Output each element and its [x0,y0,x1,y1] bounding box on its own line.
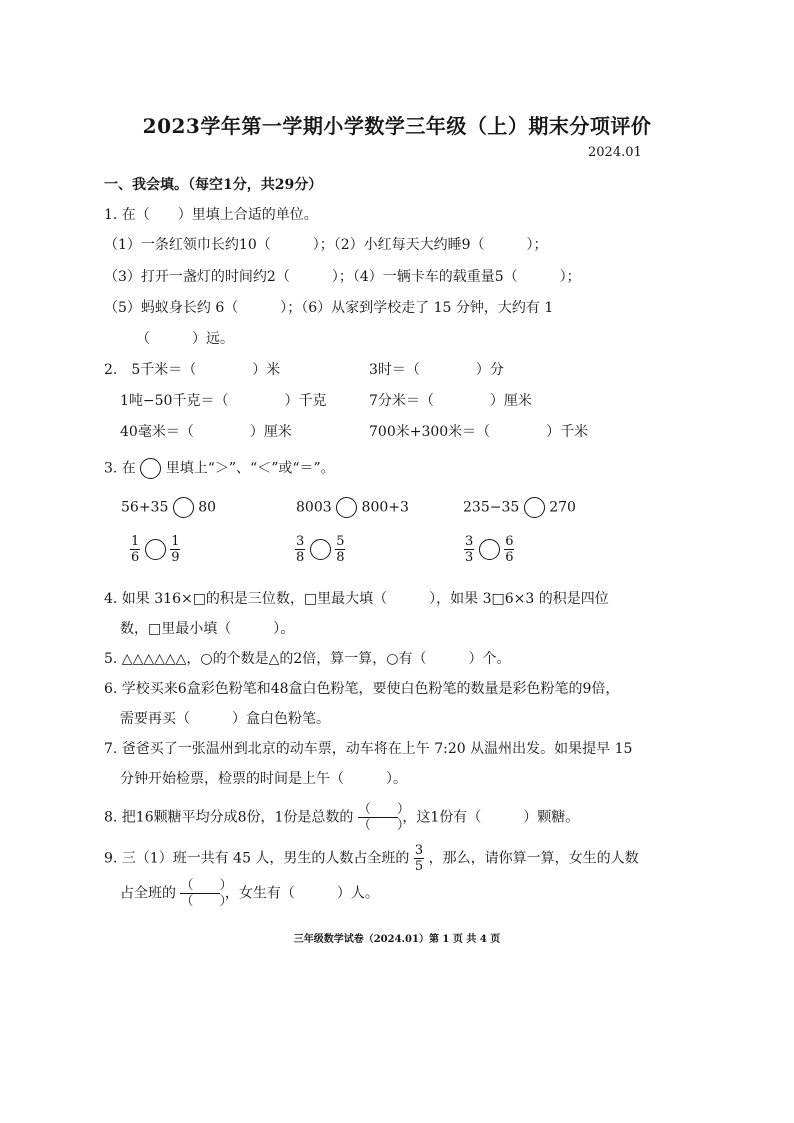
q1-line-1: （1）一条红领巾长约10（ ）；（2）小红每天大约睡9（ ）； [104,237,548,253]
fraction: $\frac{3}{3}$ [465,534,474,565]
q5-line-1: 5. △△△△△△，○的个数是△的2倍，算一算，○有（ ）个。 [104,651,511,667]
exam-date: 2024.01 [588,145,642,160]
q1-line-2: （3）打开一盏灯的时间约2（ ）；（4）一辆卡车的载重量5（ ）； [104,269,581,285]
page-footer: 三年级数学试卷（2024.01）第 1 页 共 4 页 [293,934,501,945]
fraction: $\frac{3}{8}$ [296,534,305,565]
answer-circle [336,497,357,518]
answer-circle [479,539,500,560]
answer-circle [140,458,161,479]
q1-line-4: （ ）远。 [136,331,234,347]
answer-circle [524,497,545,518]
q7-line-1: 7. 爸爸买了一张温州到北京的动车票，动车将在上午 7:20 从温州出发。如果提早 15 [104,741,633,757]
q9-line-1: 9. 三（1）班一共有 45 人，男生的人数占全班的 $\frac{3}{5}$ ，那么，请你算一算，女生的人数 [104,843,639,874]
q3-fraction-compare-1 [130,534,180,565]
q3-fraction-compare-3 [464,534,514,565]
q6-line-2: 需要再买（ ）盒白色粉笔。 [120,711,330,727]
q3-compare-3: 235−35 270 [463,497,576,518]
q3-compare-1: 56+35 80 [121,497,216,518]
section-heading: 一、我会填。（每空1分，共29分） [104,177,323,193]
blank-fraction: $\frac{( )}{( )}$ [180,878,233,909]
q2-item-5: 40毫米＝（ ）厘米 [120,424,292,440]
fraction: $\frac{3}{5}$ [414,843,424,874]
q4-line-1: 4. 如果 316×□的积是三位数，□里最大填（ ），如果 3□6×3 的积是四位 [104,591,609,607]
q2-item-1: 2. 5千米＝（ ）米 [104,362,281,378]
answer-circle [310,539,331,560]
answer-circle [145,539,166,560]
q4-line-2: 数，□里最小填（ ）。 [120,621,295,637]
q8-line: 8. 把16颗糖平均分成8份，1份是总数的 $\frac{( )}{( )}$ ，这1份有（ ）颗糖。 [104,802,580,833]
q9-line-2: 占全班的 $\frac{( )}{( )}$ ，女生有（ ）人。 [120,878,379,909]
q1-line-3: （5）蚂蚁身长约 6（ ）；（6）从家到学校走了 15 分钟，大约有 1 [104,300,554,316]
q6-line-1: 6. 学校买来6盒彩色粉笔和48盒白色粉笔，要使白色粉笔的数量是彩色粉笔的9倍， [104,681,620,697]
q3-compare-2: 8003 800+3 [296,497,409,518]
answer-circle [173,497,194,518]
fraction: $\frac{1}{6}$ [131,534,140,565]
fraction: $\frac{5}{8}$ [336,534,345,565]
blank-fraction: $\frac{( )}{( )}$ [357,802,410,833]
q2-item-6: 700米+300米＝（ ）千米 [369,424,589,440]
q1-stem: 1. 在（ ）里填上合适的单位。 [104,207,318,223]
fraction: $\frac{1}{9}$ [171,534,180,565]
q2-item-3: 1吨−50千克＝（ ）千克 [120,393,327,409]
page-title: 2023学年第一学期小学数学三年级（上）期末分项评价 [142,114,652,138]
q2-item-4: 7分米＝（ ）厘米 [369,393,532,409]
q7-line-2: 分钟开始检票，检票的时间是上午（ ）。 [120,771,407,787]
fraction: $\frac{6}{6}$ [505,534,514,565]
q3-fraction-compare-2 [295,534,345,565]
q2-item-2: 3时＝（ ）分 [369,362,504,378]
q3-stem: 3. 在 里填上“＞”、“＜”或“＝”。 [104,458,335,479]
